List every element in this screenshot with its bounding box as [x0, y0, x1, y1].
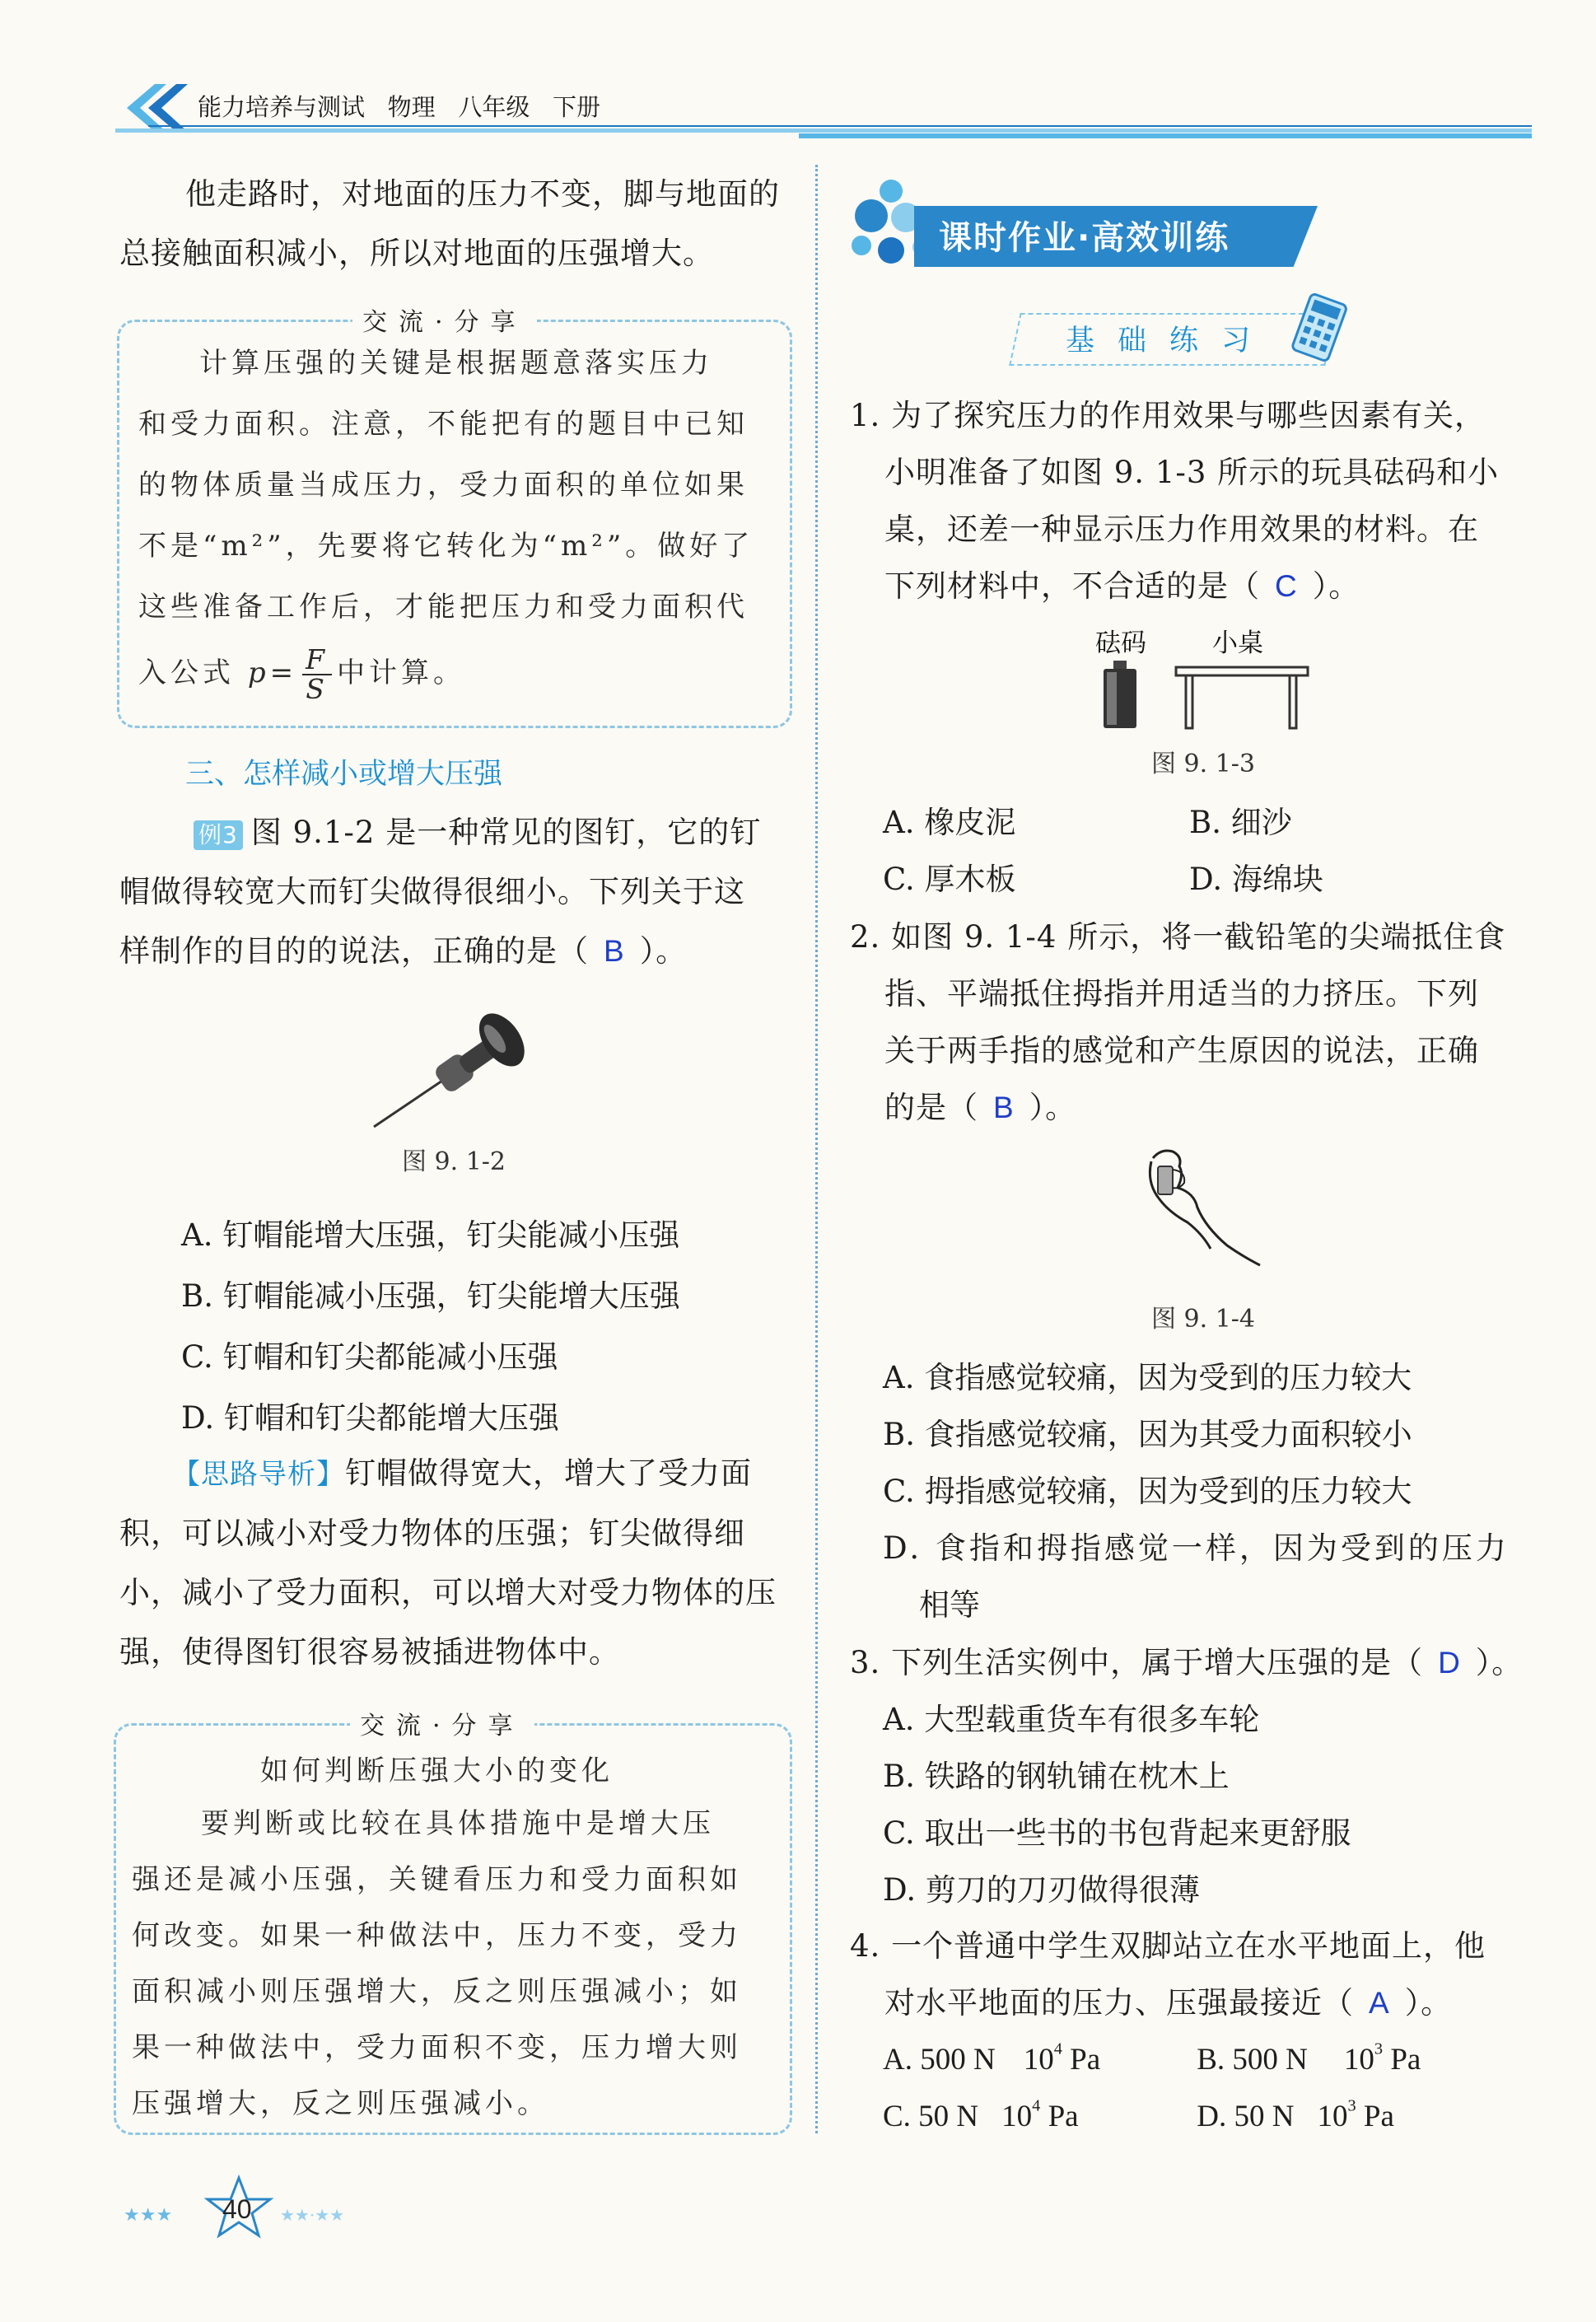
option-a: A. 钉帽能增大压强，钉尖能减小压强	[181, 1217, 680, 1253]
share-box-2-subtitle: 如何判断压强大小的变化	[260, 1754, 614, 1787]
analysis-line-3: 小，减小了受力面积，可以增大对受力物体的压	[119, 1575, 777, 1610]
q4-options-row-2	[883, 2088, 1575, 2145]
q1-options	[883, 794, 1566, 908]
share2-line: 强还是减小压强，关键看压力和受力面积如	[132, 1863, 742, 1896]
q4-option-d-label: D. 50 N	[1197, 2100, 1295, 2133]
example-answer: B	[604, 934, 625, 968]
formula-denominator: S	[306, 673, 329, 705]
q2-option-a: A. 食指感觉较痛，因为受到的压力较大	[883, 1360, 1412, 1395]
analysis-line-2: 积，可以减小对受力物体的压强；钉尖做得细	[119, 1516, 745, 1551]
q4-option-a-base: 10	[1023, 2043, 1054, 2077]
q2-option-d-cont: 相等	[919, 1587, 980, 1623]
q1-last-suffix: ）。	[1312, 568, 1360, 604]
formula-prefix: 入公式	[138, 656, 235, 689]
figure-9-1-4-caption: 图 9. 1-4	[1151, 1305, 1256, 1334]
q2-line-4	[850, 1079, 1575, 1136]
share1-formula-line	[138, 642, 772, 703]
q2-line-2: 指、平端抵住拇指并用适当的力挤压。下列	[884, 976, 1479, 1011]
q1-line-2: 小明准备了如图 9. 1-3 所示的玩具砝码和小	[884, 455, 1500, 490]
option-d: D. 钉帽和钉尖都能增大压强	[181, 1400, 559, 1436]
header-grade: 八年级	[458, 93, 530, 121]
calculator-icon	[1291, 293, 1349, 367]
q1-option-a: A. 橡皮泥	[883, 805, 1016, 840]
header-volume: 下册	[553, 93, 601, 121]
q4-option-c-unit: Pa	[1048, 2100, 1079, 2133]
weight-and-table-figure	[1095, 659, 1318, 733]
q1-option-b: B. 细沙	[1189, 805, 1292, 840]
share1-line: 这些准备工作后，才能把压力和受力面积代	[138, 591, 749, 624]
q4-option-d	[1197, 2096, 1394, 2133]
intro-line-1: 他走路时，对地面的压力不变，脚与地面的	[185, 176, 780, 212]
share2-line: 面积减小则压强增大，反之则压强减小；如	[132, 1975, 742, 2008]
q4-option-d-unit: Pa	[1363, 2100, 1394, 2133]
share2-line: 要判断或比较在具体措施中是增大压	[201, 1807, 715, 1840]
q1-options-row-1	[883, 794, 1566, 851]
q1-answer: C	[1275, 569, 1298, 603]
q3-option-c: C. 取出一些书的书包背起来更舒服	[883, 1815, 1351, 1851]
example-line-3	[119, 922, 795, 981]
share-box-1-text	[138, 333, 772, 703]
section-title: 三、怎样减小或增大压强	[185, 758, 503, 791]
q4-option-c-label: C. 50 N	[883, 2100, 979, 2133]
example-tag: 例3	[194, 820, 243, 850]
q4-option-a-label: A. 500 N	[883, 2043, 996, 2077]
figure-9-1-3-caption: 图 9. 1-3	[1151, 750, 1256, 778]
q2-option-d: D. 食指和拇指感觉一样，因为受到的压力	[883, 1530, 1510, 1566]
q1-last-prefix: 下列材料中，不合适的是（	[884, 568, 1260, 604]
share1-line: 的物体质量当成压力，受力面积的单位如果	[138, 469, 749, 502]
q1-option-d: D. 海绵块	[1189, 862, 1323, 897]
option-c: C. 钉帽和钉尖都能减小压强	[181, 1339, 558, 1375]
q2-line-1: 2. 如图 9. 1-4 所示，将一截铅笔的尖端抵住食	[850, 919, 1506, 955]
column-divider	[815, 165, 818, 2133]
q4-option-c	[883, 2088, 1189, 2145]
header-band	[115, 124, 1532, 138]
intro-paragraph	[119, 165, 795, 283]
analysis-line-1-text: 钉帽做得宽大，增大了受力面	[345, 1455, 752, 1491]
share-box-1-heading: 交流·分享	[352, 301, 537, 338]
formula-suffix: 中计算。	[336, 656, 465, 689]
q4-line-2-prefix: 对水平地面的压力、压强最接近（	[884, 1985, 1354, 2021]
analysis	[119, 1444, 803, 1682]
header-title	[198, 89, 600, 123]
share1-line: 和受力面积。注意，不能把有的题目中已知	[138, 408, 749, 441]
q2-option-b: B. 食指感觉较痛，因为其受力面积较小	[883, 1417, 1412, 1452]
example-3	[119, 803, 795, 981]
option-b: B. 钉帽能减小压强，钉尖能增大压强	[181, 1278, 680, 1314]
q2-line-3: 关于两手指的感觉和产生原因的说法，正确	[884, 1033, 1479, 1068]
q4-option-b-unit: Pa	[1390, 2043, 1421, 2077]
example-options	[181, 1205, 680, 1449]
share2-line: 何改变。如果一种做法中，压力不变，受力	[132, 1919, 742, 1952]
example-line-3-prefix: 样制作的目的的说法，正确的是（	[119, 933, 589, 969]
page-number: 40	[222, 2194, 252, 2224]
header-subject: 物理	[387, 93, 436, 121]
svg-text:★★·★★: ★★·★★	[280, 2205, 345, 2225]
q3-line-1	[850, 1634, 1575, 1691]
analysis-tag: 【思路导析】	[172, 1458, 345, 1491]
q3-option-d: D. 剪刀的刀刃做得很薄	[883, 1872, 1200, 1908]
question-3	[850, 1634, 1575, 1691]
q4-option-b-label: B. 500 N	[1197, 2043, 1308, 2077]
share2-line: 果一种做法中，受力面积不变，压力增大则	[132, 2031, 742, 2064]
q1-option-c: C. 厚木板	[883, 862, 1016, 897]
example-line-1	[119, 803, 795, 862]
share-box-2-text	[132, 1796, 774, 2132]
q2-last-prefix: 的是（	[884, 1090, 978, 1125]
q4-option-a	[883, 2031, 1189, 2088]
example-line-2: 帽做得较宽大而钉尖做得很细小。下列关于这	[119, 874, 745, 909]
q3-option-b: B. 铁路的钢轨铺在枕木上	[883, 1759, 1230, 1794]
practice-label: 基础练习	[1066, 325, 1274, 357]
analysis-line-4: 强，使得图钉很容易被插进物体中。	[119, 1634, 620, 1670]
q4-option-a-exp: 4	[1053, 2039, 1062, 2058]
formula-numerator: F	[302, 646, 332, 675]
q1-line-4	[850, 558, 1575, 614]
q2-options	[883, 1349, 1575, 1633]
q2-last-suffix: ）。	[1029, 1090, 1077, 1125]
q4-option-b-base: 10	[1343, 2043, 1374, 2077]
q4-line-1: 4. 一个普通中学生双脚站立在水平地面上，他	[850, 1928, 1486, 1964]
formula-variable: p	[247, 656, 270, 689]
q4-line-2	[850, 1974, 1575, 2031]
q4-option-b-exp: 3	[1374, 2039, 1384, 2058]
q4-option-d-base: 10	[1317, 2100, 1348, 2133]
question-2	[850, 909, 1575, 1136]
example-line-1-text: 图 9.1-2 是一种常见的图钉，它的钉	[250, 815, 762, 850]
intro-line-2: 总接触面积减小，所以对地面的压强增大。	[119, 236, 714, 271]
example-line-3-suffix: ）。	[639, 933, 688, 969]
svg-text:★★★: ★★★	[124, 2205, 173, 2226]
fig-9-1-3-table-label: 小桌	[1212, 628, 1263, 658]
formula-fraction	[302, 643, 332, 705]
q1-line-3: 桌，还差一种显示压力作用效果的材料。在	[884, 512, 1479, 547]
q3-options	[883, 1691, 1575, 1918]
q1-options-row-2	[883, 851, 1566, 908]
share1-line: 计算压强的关键是根据题意落实压力	[199, 347, 713, 380]
q4-line-2-suffix: ）。	[1404, 1985, 1453, 2021]
figure-9-1-2-caption: 图 9. 1-2	[402, 1147, 506, 1176]
q4-options-row-1	[883, 2031, 1575, 2088]
q4-option-c-exp: 4	[1032, 2096, 1041, 2115]
share1-line: 不是“m²”，先要将它转化为“m²”。做好了	[138, 530, 754, 563]
banner-title: 课时作业·高效训练	[939, 219, 1230, 257]
q4-option-b	[1197, 2039, 1421, 2077]
formula-equals: =	[269, 656, 298, 689]
fig-9-1-3-weight-label: 砝码	[1095, 628, 1146, 658]
share-box-2-heading: 交流·分享	[350, 1705, 534, 1741]
header-book: 能力培养与测试	[198, 93, 366, 121]
share2-line: 压强增大，反之则压强减小。	[132, 2087, 549, 2120]
q4-option-a-unit: Pa	[1070, 2043, 1101, 2077]
analysis-line-1	[119, 1444, 803, 1504]
pushpin-figure	[362, 988, 552, 1137]
q4-options	[883, 2031, 1575, 2145]
q3-option-a: A. 大型载重货车有很多车轮	[883, 1702, 1260, 1737]
q4-option-d-exp: 3	[1347, 2096, 1356, 2115]
q2-option-c: C. 拇指感觉较痛，因为受到的压力较大	[883, 1474, 1412, 1509]
question-4	[850, 1918, 1575, 2031]
question-1	[850, 387, 1575, 614]
q4-option-c-base: 10	[1001, 2100, 1033, 2133]
q2-answer: B	[993, 1091, 1015, 1124]
q4-answer: A	[1369, 1986, 1390, 2020]
q3-answer: D	[1438, 1646, 1461, 1680]
q3-prefix: 3. 下列生活实例中，属于增大压强的是（	[850, 1645, 1424, 1680]
q3-suffix: ）。	[1475, 1645, 1524, 1680]
finger-pencil-figure	[1136, 1142, 1268, 1273]
q1-line-1: 1. 为了探究压力的作用效果与哪些因素有关，	[850, 398, 1486, 433]
